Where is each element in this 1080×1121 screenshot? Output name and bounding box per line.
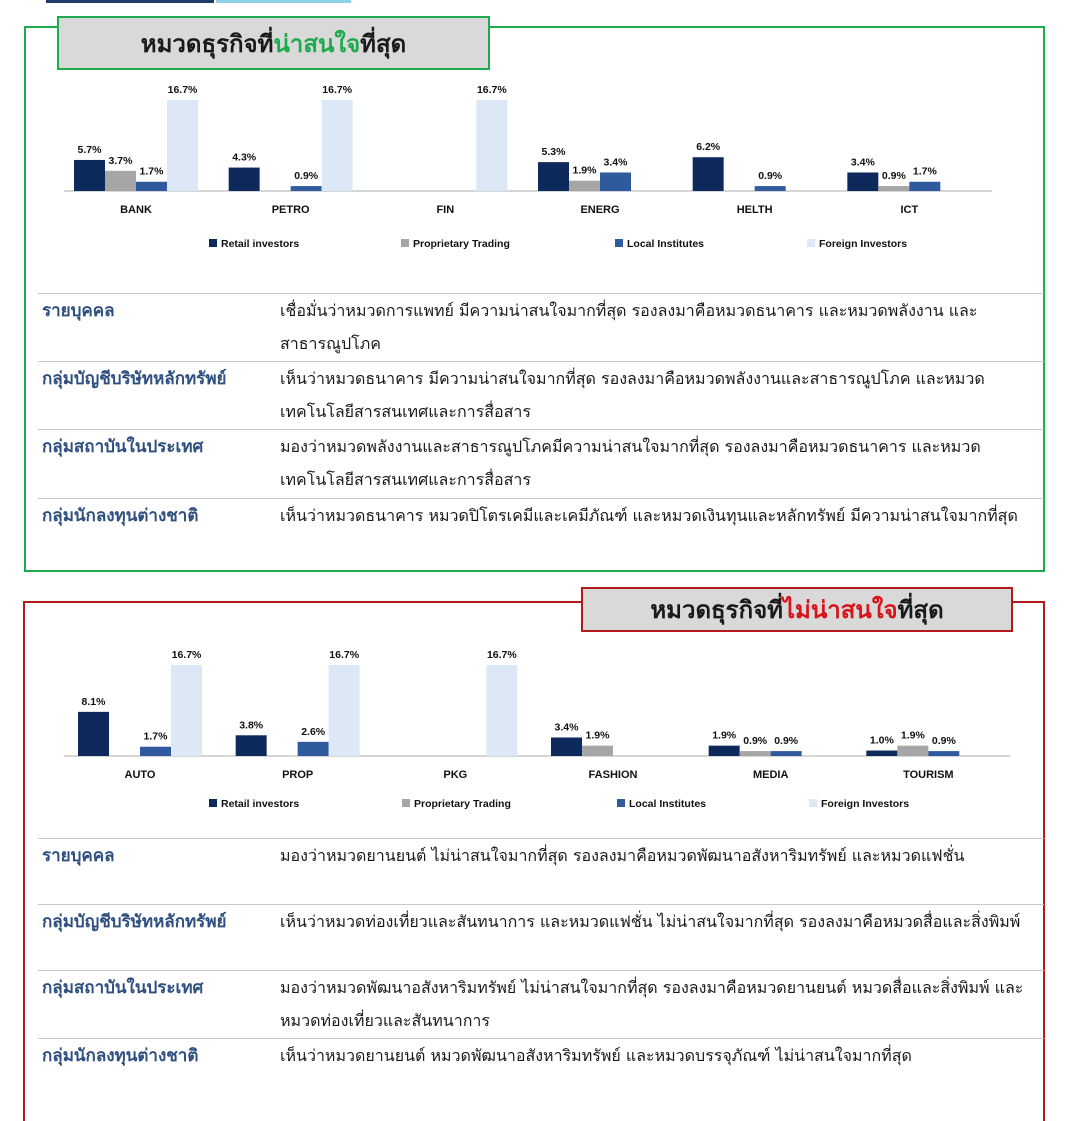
investor-group-description: เห็นว่าหมวดยานยนต์ หมวดพัฒนาอสังหาริมทรัพย์ และหมวดบรรจุภัณฑ์ ไม่น่าสนใจมากที่สุด — [280, 1046, 912, 1065]
data-label: 1.9% — [585, 729, 610, 742]
bar-bank-2 — [136, 182, 167, 191]
legend-swatch — [807, 239, 815, 247]
bar-bank-0 — [74, 160, 105, 191]
bar-energ-0 — [538, 162, 569, 191]
bar-media-1 — [740, 751, 771, 756]
legend-swatch — [809, 799, 817, 807]
description-row — [38, 429, 1044, 498]
data-label: 1.7% — [143, 730, 168, 743]
data-label: 16.7% — [322, 84, 353, 96]
x-tick-label: MEDIA — [752, 769, 789, 781]
data-label: 1.9% — [572, 164, 597, 177]
data-label: 5.7% — [77, 143, 102, 156]
data-label: 1.9% — [712, 729, 737, 742]
bar-fashion-1 — [582, 746, 613, 756]
bar-fashion-0 — [551, 737, 582, 756]
investor-group-description: เชื่อมั่นว่าหมวดการแพทย์ มีความน่าสนใจมากที่สุด รองลงมาคือหมวดธนาคาร และหมวดพลังงาน และสาธารณูปโภค — [280, 301, 978, 353]
x-tick-label: ICT — [900, 204, 919, 216]
data-label: 1.7% — [139, 165, 164, 178]
top-strip-light — [216, 0, 351, 3]
investor-group-label: กลุ่มบัญชีบริษัทหลักทรัพย์ — [42, 369, 227, 389]
data-label: 4.3% — [232, 151, 257, 164]
description-row — [38, 1038, 1044, 1084]
legend-swatch — [401, 239, 409, 247]
description-row — [38, 293, 1044, 361]
x-tick-label: HELTH — [736, 204, 773, 216]
investor-group-description: เห็นว่าหมวดธนาคาร หมวดปิโตรเคมีและเคมีภัณฑ์ และหมวดเงินทุนและหลักทรัพย์ มีความน่าสนใจมากที่สุด — [280, 506, 1018, 525]
bar-ict-2 — [909, 182, 940, 191]
data-label: 3.4% — [850, 156, 875, 169]
bar-petro-2 — [291, 186, 322, 191]
data-label: 0.9% — [931, 735, 956, 748]
legend-label: Proprietary Trading — [413, 238, 510, 250]
bar-tourism-2 — [928, 751, 959, 756]
bar-media-2 — [771, 751, 802, 756]
investor-group-description: มองว่าหมวดพลังงานและสาธารณูปโภคมีความน่าสนใจมากที่สุด รองลงมาคือหมวดธนาคาร และหมวดเทคโนโลยีสารสนเทศและการสื่อสาร — [280, 437, 981, 489]
investor-group-label: กลุ่มสถาบันในประเทศ — [42, 978, 204, 998]
investor-group-label: กลุ่มบัญชีบริษัทหลักทรัพย์ — [42, 912, 227, 932]
data-label: 16.7% — [167, 84, 198, 96]
bar-helth-0 — [693, 157, 724, 191]
data-label: 1.0% — [869, 734, 894, 747]
bar-helth-2 — [755, 186, 786, 191]
bar-media-0 — [709, 746, 740, 756]
legend-label: Proprietary Trading — [414, 798, 511, 810]
investor-group-description: มองว่าหมวดพัฒนาอสังหาริมทรัพย์ ไม่น่าสนใจมากที่สุด รองลงมาคือหมวดยานยนต์ หมวดสื่อและสิ่งพิมพ์ และหมวดท่องเที่ยวและสันทนาการ — [280, 978, 1024, 1030]
data-label: 3.7% — [108, 154, 133, 167]
bar-bank-1 — [105, 171, 136, 191]
legend-label: Retail investors — [221, 238, 300, 250]
description-row — [38, 361, 1044, 429]
title-prefix: หมวดธุรกิจที่ — [650, 596, 783, 624]
x-tick-label: PROP — [282, 769, 314, 781]
bar-petro-3 — [322, 100, 353, 191]
x-tick-label: AUTO — [124, 769, 156, 781]
investor-group-label: กลุ่มสถาบันในประเทศ — [42, 437, 204, 457]
bar-auto-3 — [171, 665, 202, 756]
investor-group-description: มองว่าหมวดยานยนต์ ไม่น่าสนใจมากที่สุด รองลงมาคือหมวดพัฒนาอสังหาริมทรัพย์ และหมวดแฟชั่น — [280, 846, 965, 865]
bar-auto-2 — [140, 747, 171, 756]
bar-petro-0 — [229, 168, 260, 191]
data-label: 16.7% — [329, 649, 360, 661]
data-label: 1.7% — [912, 165, 937, 178]
x-tick-label: FIN — [436, 204, 455, 216]
investor-group-description: เห็นว่าหมวดธนาคาร มีความน่าสนใจมากที่สุด รองลงมาคือหมวดพลังงานและสาธารณูปโภค และหมวดเทคโนโลยีสารสนเทศและการสื่อสาร — [280, 369, 985, 421]
data-label: 0.9% — [294, 170, 319, 183]
bar-prop-0 — [236, 735, 267, 756]
data-label: 3.4% — [603, 156, 628, 169]
data-label: 16.7% — [171, 649, 202, 661]
bar-ict-0 — [847, 172, 878, 191]
x-tick-label: FASHION — [588, 769, 638, 781]
title-prefix: หมวดธุรกิจที่ — [140, 29, 274, 58]
unattractive-sectors-table — [38, 838, 1044, 1084]
bar-auto-0 — [78, 712, 109, 756]
data-label: 0.9% — [774, 735, 799, 748]
title-suffix: ที่สุด — [360, 29, 407, 58]
bar-prop-2 — [298, 742, 329, 756]
unattractive-sectors-chart — [60, 640, 1020, 820]
description-row — [38, 498, 1044, 568]
investor-group-label: กลุ่มนักลงทุนต่างชาติ — [42, 506, 199, 526]
data-label: 16.7% — [476, 84, 507, 96]
data-label: 5.3% — [541, 146, 566, 159]
attractive-sectors-chart — [60, 78, 1000, 263]
legend-label: Foreign Investors — [821, 798, 910, 810]
legend-label: Local Institutes — [629, 798, 707, 810]
data-label: 8.1% — [81, 695, 106, 708]
legend-swatch — [617, 799, 625, 807]
data-label: 2.6% — [301, 725, 326, 738]
bar-tourism-1 — [897, 746, 928, 756]
legend-swatch — [209, 239, 217, 247]
bar-energ-2 — [600, 172, 631, 191]
investor-group-label: รายบุคคล — [42, 846, 115, 866]
data-label: 0.9% — [881, 170, 906, 183]
x-tick-label: TOURISM — [903, 769, 954, 781]
unattractive-sectors-title — [581, 587, 1013, 632]
title-suffix: ที่สุด — [897, 596, 944, 624]
description-row — [38, 838, 1044, 904]
x-tick-label: BANK — [120, 204, 152, 216]
bar-fin-3 — [476, 100, 507, 191]
legend-label: Retail investors — [221, 798, 300, 810]
legend-swatch — [402, 799, 410, 807]
investor-group-label: กลุ่มนักลงทุนต่างชาติ — [42, 1046, 199, 1066]
data-label: 1.9% — [900, 729, 925, 742]
bar-pkg-3 — [486, 665, 517, 756]
data-label: 16.7% — [486, 649, 517, 661]
x-tick-label: ENERG — [580, 204, 620, 216]
description-row — [38, 970, 1044, 1038]
data-label: 3.4% — [554, 721, 579, 734]
bar-bank-3 — [167, 100, 198, 191]
description-row — [38, 904, 1044, 970]
x-tick-label: PETRO — [271, 204, 310, 216]
data-label: 0.9% — [743, 735, 768, 748]
title-highlight: ไม่น่าสนใจ — [782, 596, 898, 624]
data-label: 0.9% — [758, 170, 783, 183]
bar-ict-1 — [878, 186, 909, 191]
legend-label: Local Institutes — [627, 238, 705, 250]
attractive-sectors-table — [38, 293, 1044, 568]
bar-prop-3 — [329, 665, 360, 756]
data-label: 6.2% — [696, 141, 721, 154]
bar-energ-1 — [569, 181, 600, 191]
attractive-sectors-title — [57, 16, 490, 70]
title-highlight: น่าสนใจ — [273, 29, 361, 58]
legend-swatch — [615, 239, 623, 247]
x-tick-label: PKG — [443, 769, 468, 781]
investor-group-label: รายบุคคล — [42, 301, 115, 321]
legend-swatch — [209, 799, 217, 807]
top-strip-dark — [46, 0, 214, 3]
legend-label: Foreign Investors — [819, 238, 908, 250]
data-label: 3.8% — [239, 719, 264, 732]
investor-group-description: เห็นว่าหมวดท่องเที่ยวและสันทนาการ และหมวดแฟชั่น ไม่น่าสนใจมากที่สุด รองลงมาคือหมวดสื่อและสิ่งพิมพ์ — [280, 912, 1021, 931]
bar-tourism-0 — [866, 751, 897, 756]
